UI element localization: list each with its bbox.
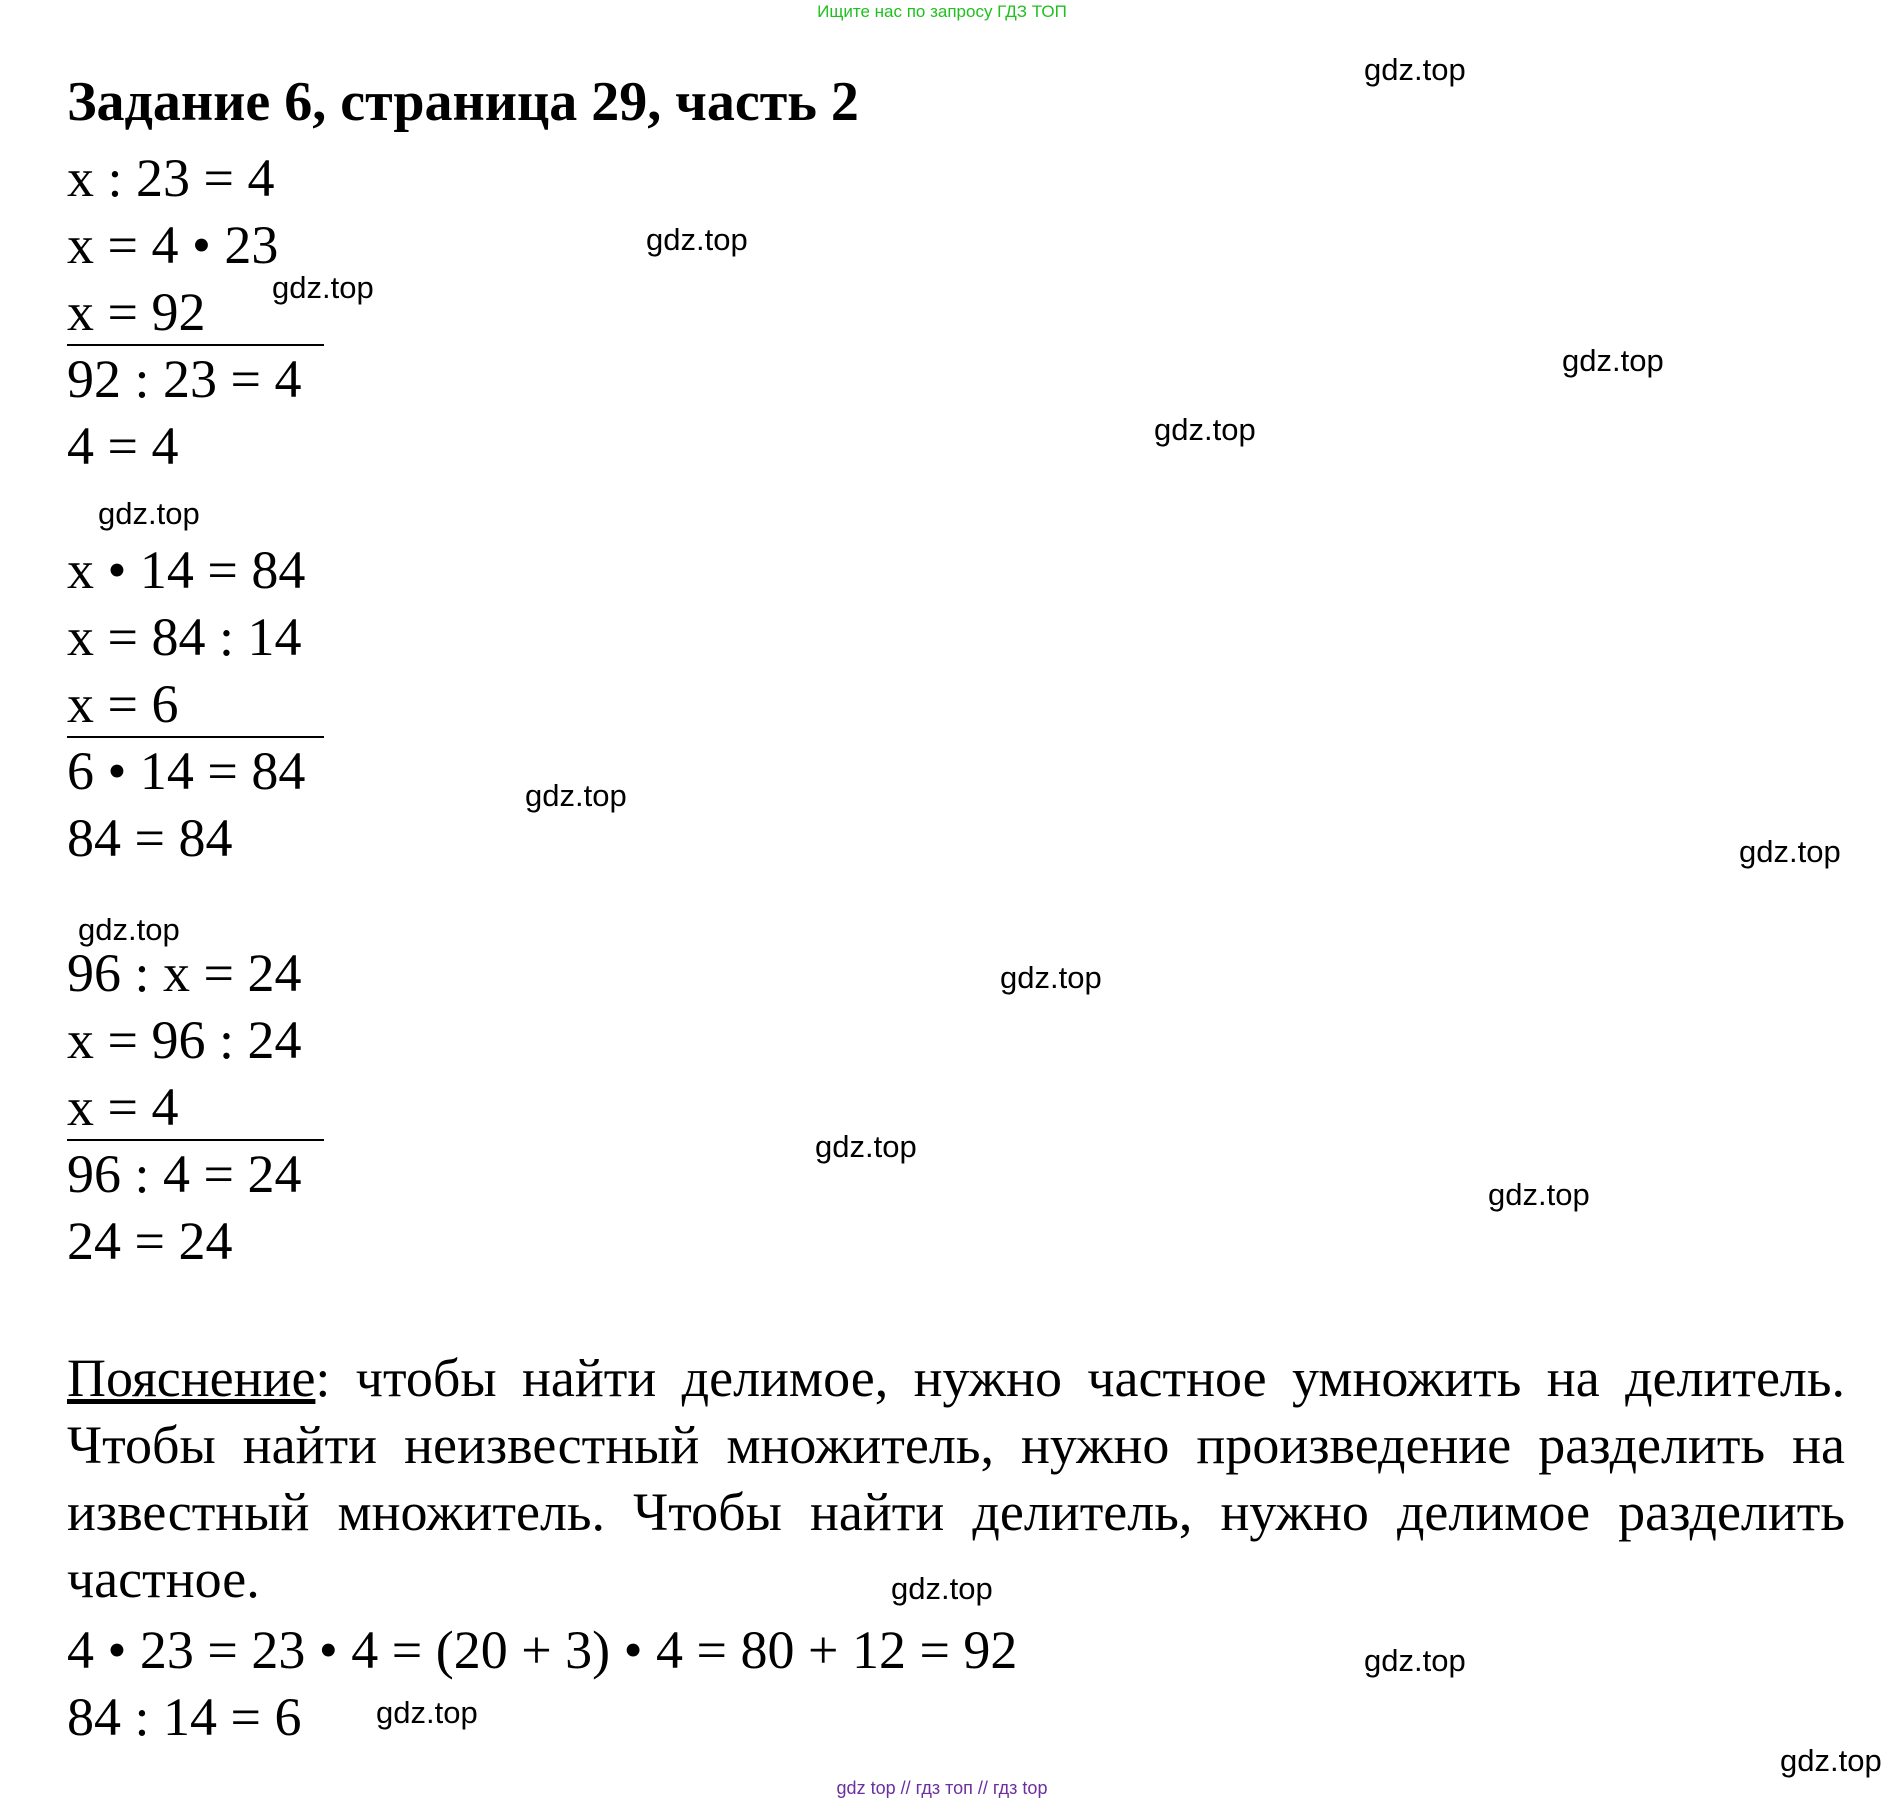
watermark: gdz.top (1154, 412, 1256, 447)
equation-block-3 (67, 940, 324, 1275)
equation-line: x = 4 • 23 (67, 215, 279, 275)
equation-answer: x = 4 (67, 1074, 324, 1141)
equation-check-result: 4 = 4 (67, 416, 179, 476)
equation-check-result: 84 = 84 (67, 808, 233, 868)
equation-line: x : 23 = 4 (67, 148, 275, 208)
watermark: gdz.top (272, 270, 374, 305)
equation-check: 96 : 4 = 24 (67, 1144, 302, 1204)
explanation-label: Пояснение (67, 1348, 316, 1408)
equation-block-2 (67, 537, 324, 872)
watermark: gdz.top (1488, 1177, 1590, 1212)
watermark: gdz.top (1780, 1743, 1882, 1778)
watermark: gdz.top (646, 222, 748, 257)
equation-line: x = 84 : 14 (67, 607, 302, 667)
equation-line: 96 : x = 24 (67, 943, 302, 1003)
watermark: gdz.top (98, 496, 200, 531)
calculation-line: 4 • 23 = 23 • 4 = (20 + 3) • 4 = 80 + 12 = 92 (67, 1620, 1018, 1680)
equation-check: 92 : 23 = 4 (67, 349, 302, 409)
watermark: gdz.top (815, 1129, 917, 1164)
watermark: gdz.top (525, 778, 627, 813)
watermark: gdz.top (78, 912, 180, 947)
top-banner-link[interactable]: Ищите нас по запросу ГДЗ ТОП (817, 2, 1067, 21)
equation-line: x = 96 : 24 (67, 1010, 302, 1070)
equation-line: x • 14 = 84 (67, 540, 306, 600)
watermark: gdz.top (1364, 52, 1466, 87)
equation-check: 6 • 14 = 84 (67, 741, 306, 801)
watermark: gdz.top (1562, 343, 1664, 378)
calculation-line: 84 : 14 = 6 (67, 1687, 302, 1747)
equation-block-1 (67, 145, 324, 480)
watermark: gdz.top (1739, 834, 1841, 869)
task-title: Задание 6, страница 29, часть 2 (67, 71, 859, 133)
calculation-block (67, 1617, 1017, 1751)
equation-check-result: 24 = 24 (67, 1211, 233, 1271)
watermark: gdz.top (1364, 1643, 1466, 1678)
equation-answer: x = 92 (67, 279, 324, 346)
footer-links[interactable]: gdz top // гдз топ // гдз top (836, 1778, 1048, 1798)
explanation-text: : чтобы найти делимое, нужно частное умножить на делитель. Чтобы найти неизвестный множитель, нужно произведение разделить на известный множитель. Чтобы найти делитель, нужно делимое разделить частное. (67, 1348, 1845, 1609)
equation-answer: x = 6 (67, 671, 324, 738)
watermark: gdz.top (376, 1695, 478, 1730)
watermark: gdz.top (891, 1571, 993, 1606)
watermark: gdz.top (1000, 960, 1102, 995)
